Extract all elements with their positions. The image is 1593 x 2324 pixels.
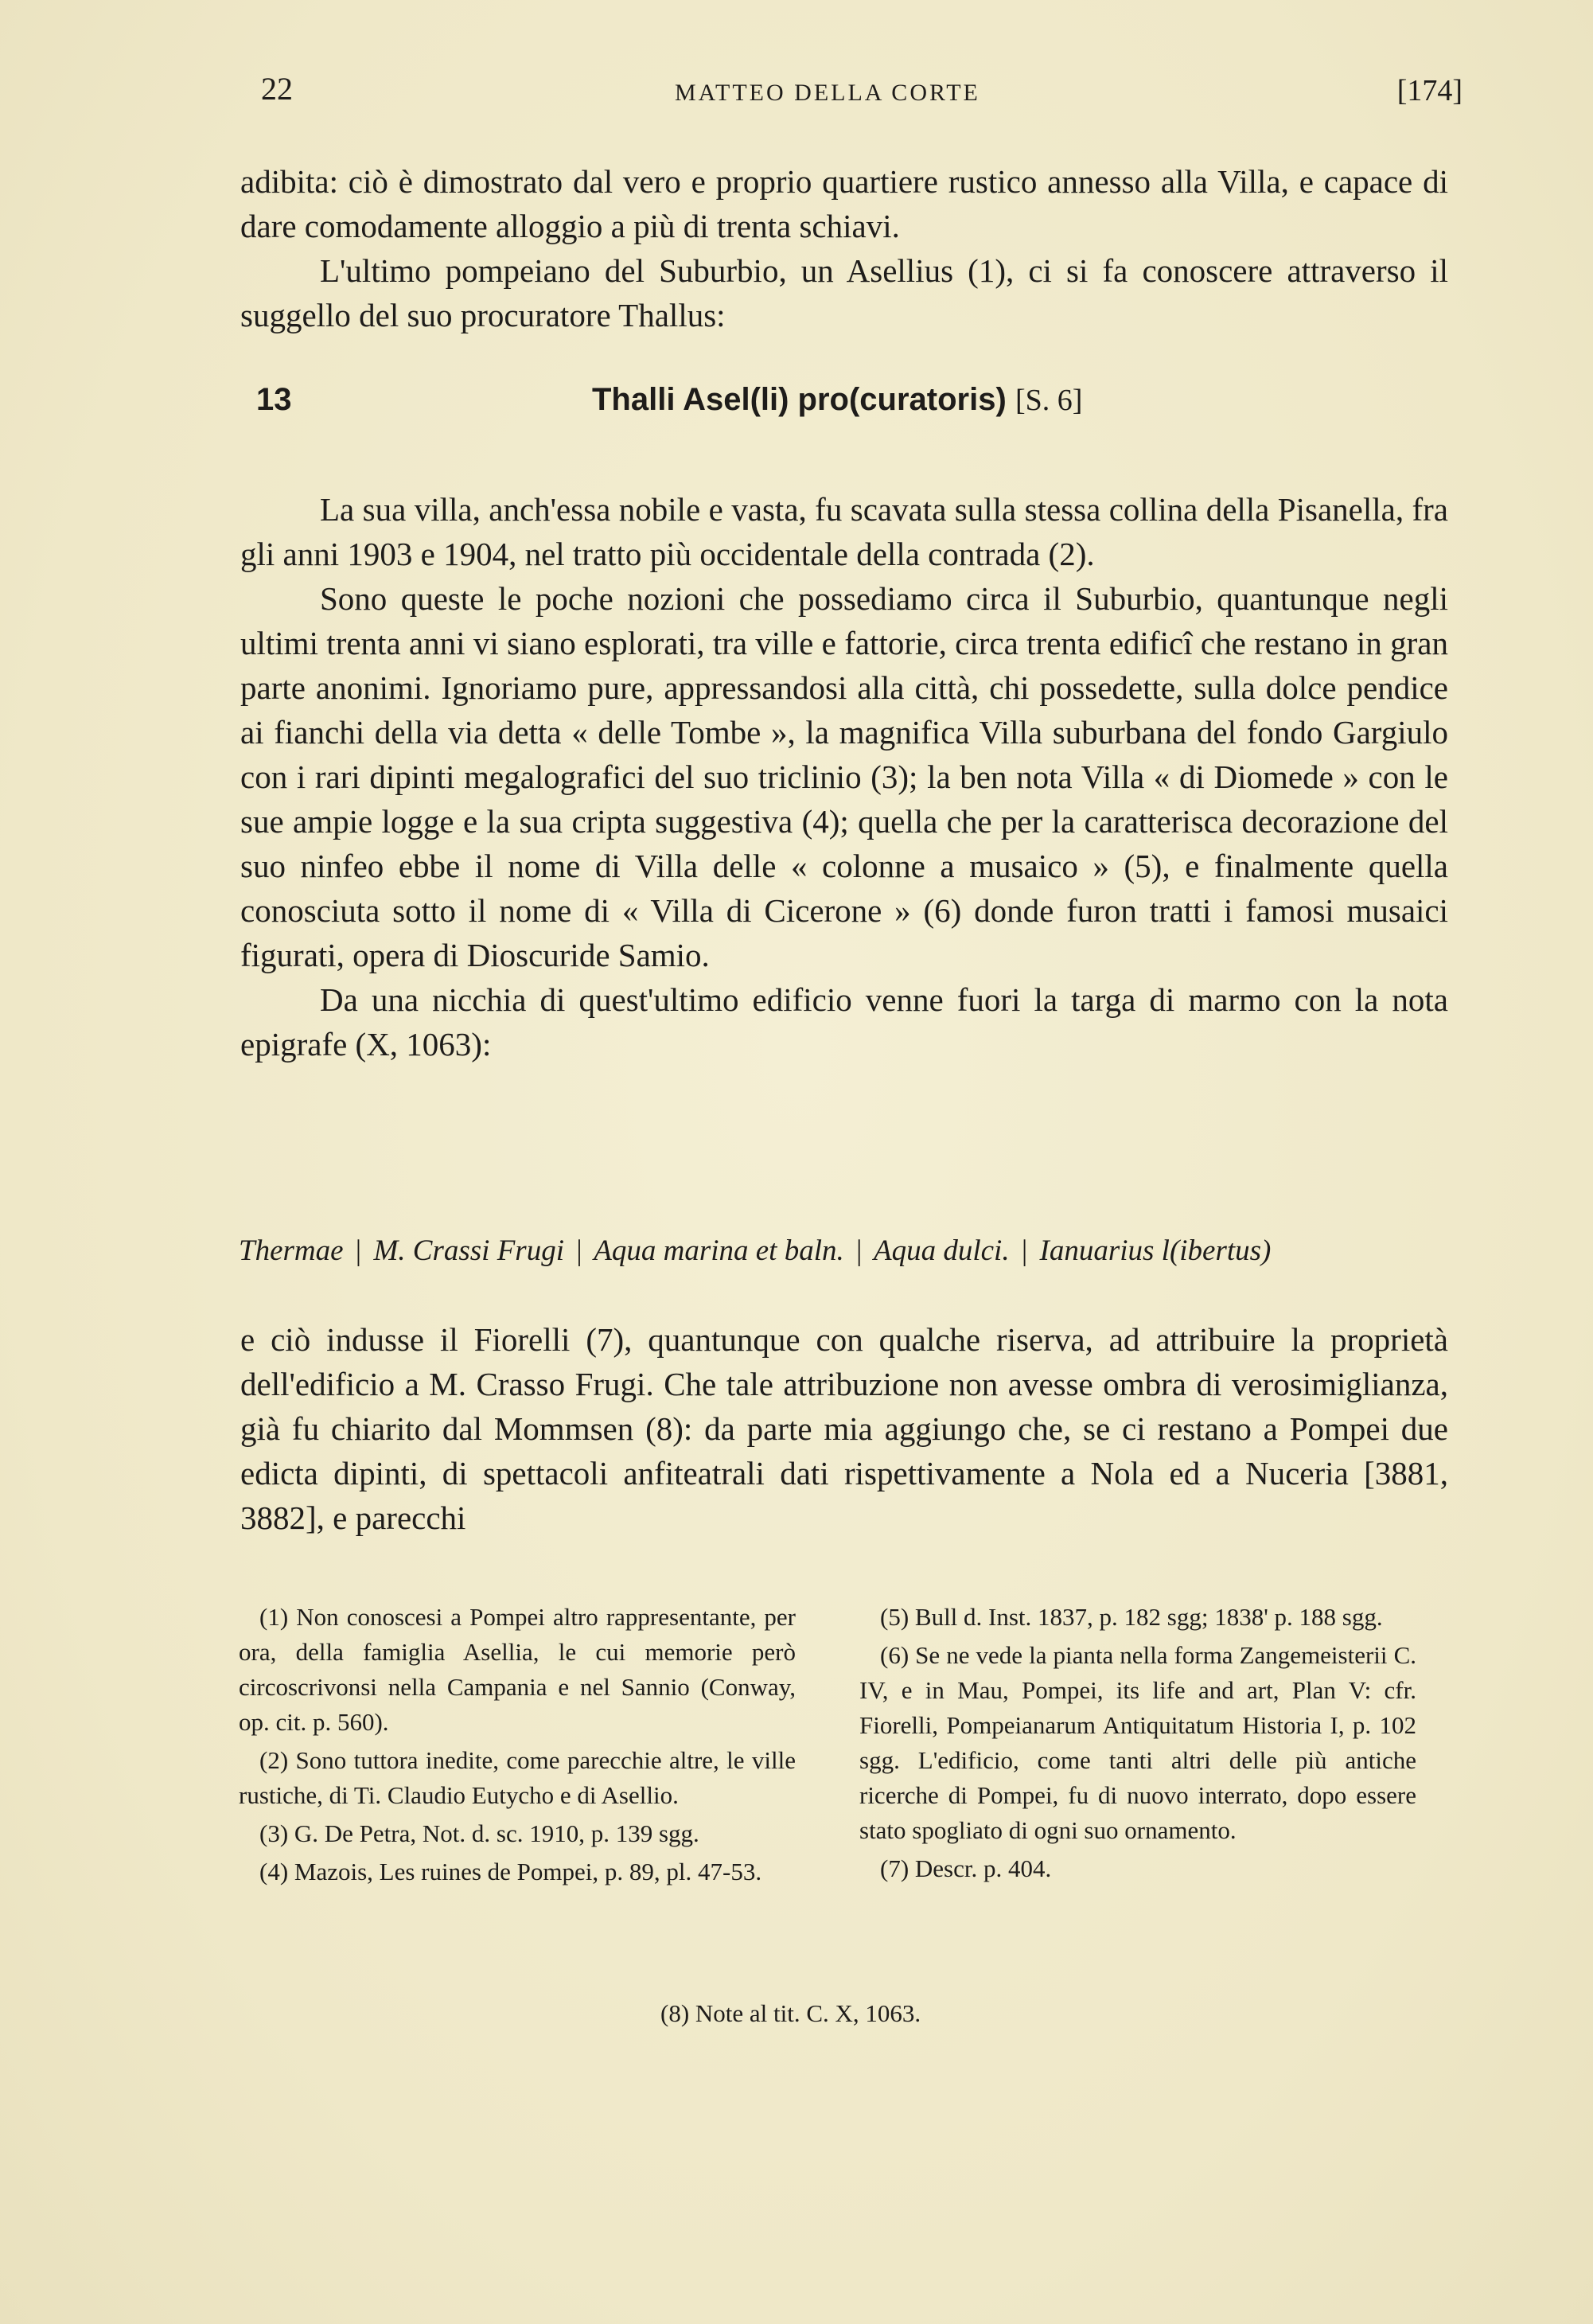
footnote-6: (6) Se ne vede la pianta nella forma Zangemeisterii C. IV, e in Mau, Pompei, its life and art, Plan V: cfr. Fiorelli, Pompeianarum Antiquitatum Historia I, p. 102 sgg. L'edificio, come tanti altri delle più antiche ricerche di Pompei, fu di nuovo interrato, dopo essere stato spogliato di ogni suo ornamento. [859,1641,1416,1844]
footnote-2: (2) Sono tuttora inedite, come parecchie altre, le ville rustiche, di Ti. Claudio Eutycho e di Asellio. [239,1746,796,1809]
page-header [261,70,1463,118]
inscription-text [592,382,1082,418]
paragraph: Sono queste le poche nozioni che possediamo circa il Suburbio, quantunque negli ultimi trenta anni vi siano esplorati, tra ville e fattorie, circa trenta edificî che restano in gran parte anonimi. Ignoriamo pure, appressandosi alla città, chi possedette, sulla dolce pendice ai fianchi della via detta « delle Tombe », la magnifica Villa suburbana del fondo Gargiulo con i rari dipinti megalografici del suo triclinio (3); la ben nota Villa « di Diomede » con le sue ampie logge e la sua cripta suggestiva (4); quella che per la caratterisca decorazione del suo ninfeo ebbe il nome di Villa delle « colonne a musaico » (5), e finalmente quella conosciuta sotto il nome di « Villa di Cicerone » (6) donde furon tratti i famosi musaici figurati, opera di Dioscuride Samio. [240,580,1448,973]
body-text-top [240,159,1448,337]
epigraph-part: Aqua dulci. [874,1234,1010,1267]
footnote-5: (5) Bull d. Inst. 1837, p. 182 sgg; 1838' p. 188 sgg. [880,1603,1383,1631]
section-reference: [174] [1396,74,1463,107]
inscription-ref: [S. 6] [1015,384,1083,417]
epigraph [239,1234,1448,1268]
paragraph: Da una nicchia di quest'ultimo edificio venne fuori la targa di marmo con la nota epigrafe (X, 1063): [240,981,1448,1063]
footnote-1: (1) Non conoscesi a Pompei altro rappresentante, per ora, della famiglia Asellia, le cui memorie però circoscrivonsi nella Campania e nel Sannio (Conway, op. cit. p. 560). [239,1603,796,1736]
body-text-bottom [240,1317,1448,1540]
footnote-4: (4) Mazois, Les ruines de Pompei, p. 89, pl. 47-53. [259,1858,762,1885]
footnote-7: (7) Descr. p. 404. [880,1854,1052,1882]
paragraph: La sua villa, anch'essa nobile e vasta, fu scavata sulla stessa collina della Pisanella, fra gli anni 1903 e 1904, nel tratto più occidentale della contrada (2). [240,491,1448,572]
epigraph-part: Thermae [239,1234,344,1267]
paragraph: L'ultimo pompeiano del Suburbio, un Asellius (1), ci si fa conoscere attraverso il suggello del suo procuratore Thallus: [240,252,1448,333]
inscription-13 [256,382,1450,438]
paragraph: e ciò indusse il Fiorelli (7), quantunque con qualche riserva, ad attribuire la proprietà dell'edificio a M. Crasso Frugi. Che tale attribuzione non avesse ombra di verosimiglianza, già fu chiarito dal Mommsen (8): da parte mia aggiungo che, se ci restano a Pompei due edicta dipinti, di spettacoli anfiteatrali dati rispettivamente a Nola ed a Nuceria [3881, 3882], e parecchi [240,1321,1448,1536]
epigraph-separator: | [855,1234,863,1267]
inscription-number: 13 [256,382,292,417]
epigraph-part: Aqua marina et baln. [594,1234,844,1267]
paragraph: adibita: ciò è dimostrato dal vero e proprio quartiere rustico annesso alla Villa, e capace di dare comodamente alloggio a più di trenta schiavi. [240,163,1448,244]
epigraph-separator: | [576,1234,582,1267]
running-title: MATTEO DELLA CORTE [675,80,980,106]
epigraph-part: M. Crassi Frugi [373,1234,564,1267]
footnote-8: (8) Note al tit. C. X, 1063. [660,1999,921,2027]
body-text-middle [240,487,1448,1066]
epigraph-separator: | [355,1234,362,1267]
footnote-3: (3) G. De Petra, Not. d. sc. 1910, p. 139 sgg. [259,1819,699,1847]
epigraph-part: Ianuarius l(ibertus) [1039,1234,1272,1267]
epigraph-separator: | [1021,1234,1028,1267]
inscription-reading: Thalli Asel(li) pro(curatoris) [592,382,1007,417]
footnotes-right-column [859,1600,1416,1889]
page-number: 22 [261,71,293,107]
footnotes-left-column [239,1600,796,1893]
